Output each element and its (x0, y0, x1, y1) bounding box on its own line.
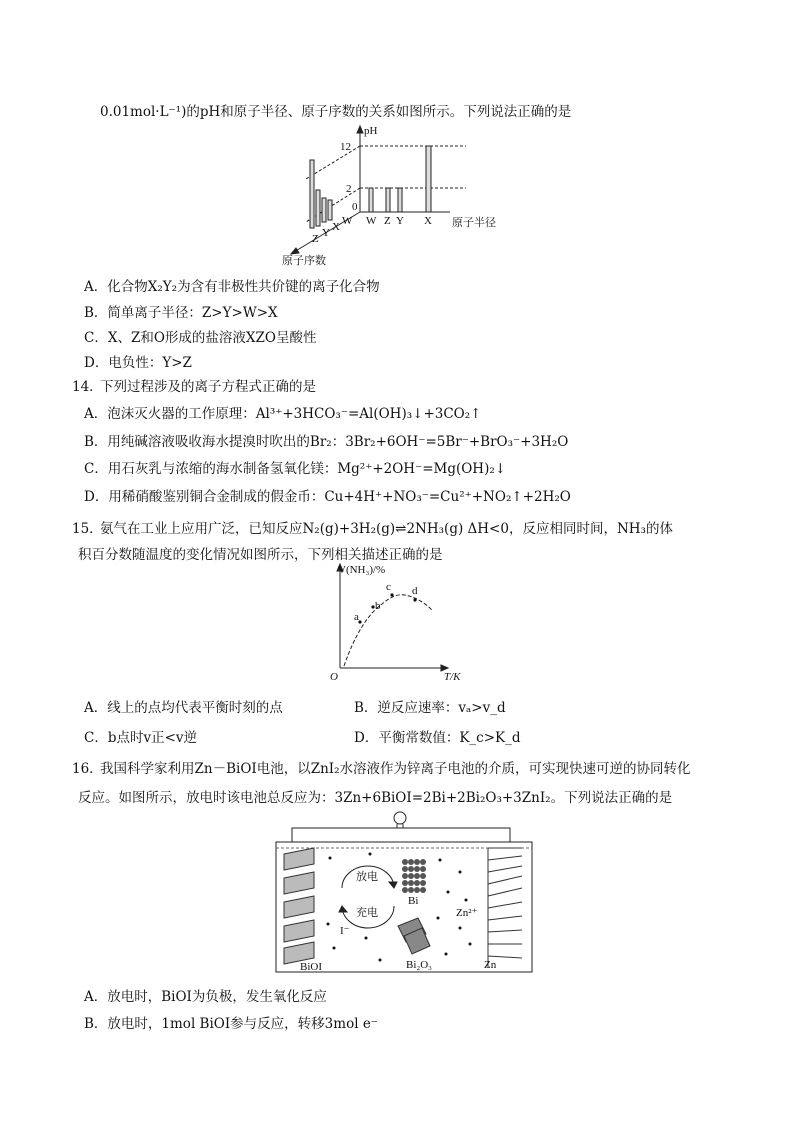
q15-point-c: c (386, 581, 391, 593)
q15-option-c[interactable]: C．b点时v正<v逆 (84, 730, 198, 746)
q14-option-d[interactable]: D．用稀硝酸鉴别铜合金制成的假金币：Cu+4H⁺+NO₃⁻=Cu²⁺+NO₂↑+2H₂O (84, 489, 571, 505)
q13-x-X: X (424, 215, 432, 227)
q13-z-Z: Z (312, 233, 319, 245)
q13-z-Y: Y (322, 227, 330, 239)
q14-option-a[interactable]: A．泡沫灭火器的工作原理：Al³⁺+3HCO₃⁻=Al(OH)₃↓+3CO₂↑ (84, 406, 482, 422)
q13-figure (280, 124, 520, 266)
q16-label-iodide: I⁻ (340, 925, 350, 937)
q16-stem-line1: 我国科学家利用Zn－BiOI电池，以ZnI₂水溶液作为锌离子电池的介质，可实现快速可逆的协同转化 (100, 761, 691, 777)
q16-label-bi: Bi (408, 895, 419, 907)
q15-point-d: d (412, 585, 418, 597)
q13-y-label: pH (364, 125, 378, 137)
q16-label-bioi: BiOI (300, 961, 322, 973)
q15-point-b: b (375, 600, 381, 612)
q15-stem-line1: 氨气在工业上应用广泛，已知反应N₂(g)+3H₂(g)⇌2NH₃(g) ΔH<0，反应相同时间，NH₃的体 (100, 521, 673, 537)
q13-option-a[interactable]: A．化合物X₂Y₂为含有非极性共价键的离子化合物 (84, 279, 380, 295)
q16-label-bi2o3: Bi₂O₃ (406, 959, 433, 971)
q13-x-W: W (366, 215, 377, 227)
q15-option-d[interactable]: D．平衡常数值：K_c>K_d (354, 730, 521, 746)
q13-tick-2: 2 (346, 183, 352, 195)
q13-x-Z: Z (384, 215, 391, 227)
q15-y-label: V(NH₃)/% (338, 564, 386, 576)
q15-number: 15． (72, 521, 103, 537)
q16-figure (270, 808, 540, 976)
q14-stem: 下列过程涉及的离子方程式正确的是 (100, 379, 316, 395)
q15-origin: O (330, 671, 338, 683)
q16-charge-label: 充电 (356, 907, 378, 919)
q16-label-zn: Zn (484, 959, 497, 971)
q15-point-a: a (354, 611, 359, 623)
q13-tick-0: 0 (352, 201, 358, 213)
q15-option-a[interactable]: A．线上的点均代表平衡时刻的点 (84, 700, 283, 716)
q13-stem-tail: 0.01mol·L⁻¹)的pH和原子半径、原子序数的关系如图所示。下列说法正确的是 (100, 104, 572, 120)
q16-option-a[interactable]: A．放电时，BiOI为负极，发生氧化反应 (84, 989, 327, 1005)
q13-option-d[interactable]: D．电负性：Y>Z (84, 355, 192, 371)
q16-option-b[interactable]: B．放电时，1mol BiOI参与反应，转移3mol e⁻ (84, 1016, 378, 1032)
q14-option-c[interactable]: C．用石灰乳与浓缩的海水制备氢氧化镁：Mg²⁺+2OH⁻=Mg(OH)₂↓ (84, 461, 507, 477)
q15-x-label: T/K (444, 671, 461, 683)
q15-figure (320, 562, 470, 684)
q15-option-b[interactable]: B．逆反应速率：vₐ>v_d (354, 700, 506, 716)
q16-label-zn-ion: Zn²⁺ (456, 907, 478, 919)
q13-z-axis-label: 原子序数 (282, 255, 326, 266)
q13-z-W: W (342, 215, 353, 227)
q14-number: 14． (72, 379, 103, 395)
q13-z-X: X (332, 221, 340, 233)
q13-x-axis-label: 原子半径 (452, 217, 496, 229)
q14-option-b[interactable]: B．用纯碱溶液吸收海水提溴时吹出的Br₂：3Br₂+6OH⁻=5Br⁻+BrO₃⁻+3H₂O (84, 434, 569, 450)
q15-stem-line2: 积百分数随温度的变化情况如图所示，下列相关描述正确的是 (78, 547, 443, 563)
q13-option-c[interactable]: C．X、Z和O形成的盐溶液XZO呈酸性 (84, 330, 317, 346)
q13-x-Y: Y (396, 215, 404, 227)
q16-stem-line2: 反应。如图所示，放电时该电池总反应为：3Zn+6BiOI=2Bi+2Bi₂O₃+3ZnI₂。下列说法正确的是 (78, 790, 673, 806)
q16-discharge-label: 放电 (356, 871, 378, 883)
q13-tick-12: 12 (340, 141, 351, 153)
q16-number: 16． (72, 761, 103, 777)
q13-option-b[interactable]: B．简单离子半径：Z>Y>W>X (84, 305, 278, 321)
